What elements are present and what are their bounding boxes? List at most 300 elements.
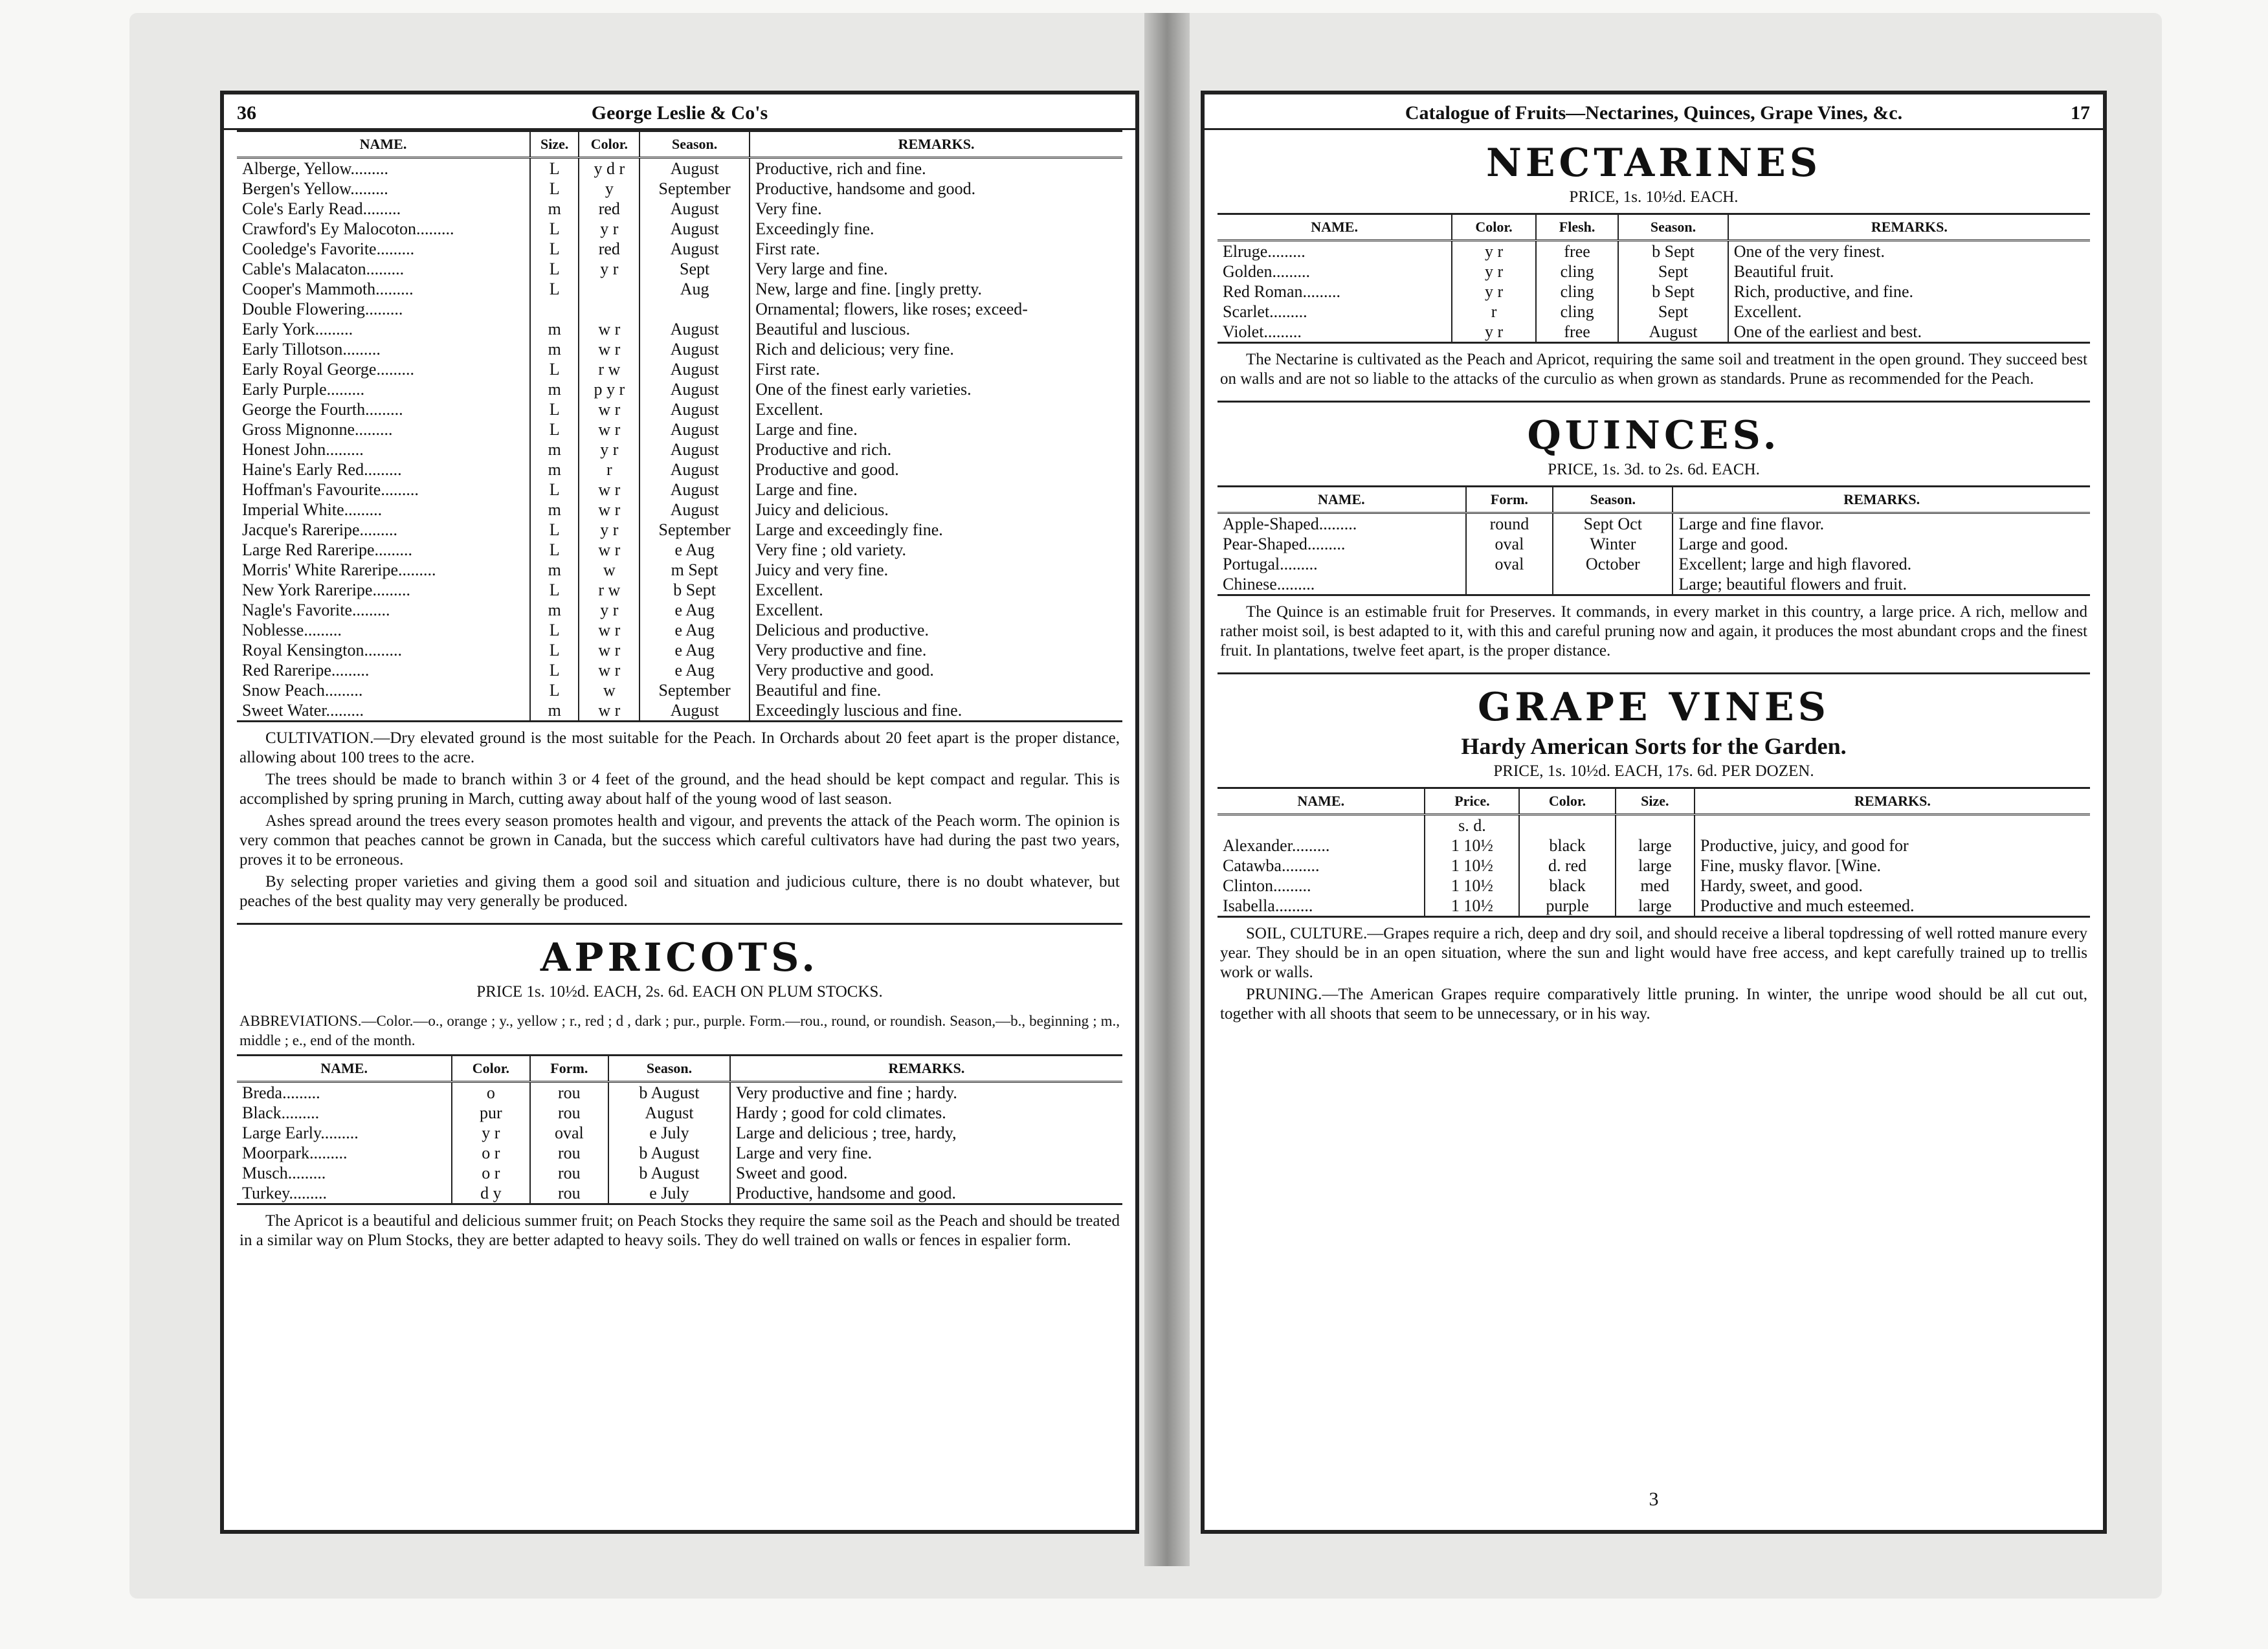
table-row	[1217, 322, 2090, 342]
grape-header-2: Color.	[1519, 789, 1615, 815]
quince-cell: October	[1553, 554, 1673, 574]
peach-cell: Very fine ; old variety.	[755, 540, 907, 559]
peach-cell: w r	[579, 339, 639, 359]
peach-cell: Exceedingly luscious and fine.	[755, 701, 962, 720]
table-row	[237, 580, 1122, 600]
apricot-cell: Large Early.........	[237, 1123, 452, 1143]
peach-cell: Very productive and fine.	[755, 641, 927, 659]
apricot-cell: Large and delicious ; tree, hardy,	[735, 1123, 957, 1142]
peach-cell: Early Royal George.........	[237, 359, 530, 379]
peach-cell: r w	[579, 359, 639, 379]
peach-cell: Double Flowering.........	[237, 299, 530, 319]
peach-cell: w r	[579, 399, 639, 419]
peach-cell: Productive and rich.	[755, 440, 892, 459]
apricot-cell: b August	[608, 1082, 730, 1103]
peach-cell: r	[579, 459, 639, 480]
grape-cell: 1 10½	[1425, 876, 1519, 896]
apricot-cell: Turkey.........	[237, 1183, 452, 1203]
apricots-price: PRICE 1s. 10½d. EACH, 2s. 6d. EACH ON PLUM STOCKS.	[476, 983, 883, 1001]
nectarine-header-0: NAME.	[1217, 215, 1452, 241]
grape-header-4: REMARKS.	[1695, 789, 2090, 815]
apricots-abbreviations: ABBREVIATIONS.—Color.—o., orange ; y., yellow ; r., red ; d , dark ; pur., purple. Form.—rou., round, or roundish. Season,—b., beginning ; m., middle ; e., end of the month.	[239, 1013, 1120, 1048]
quince-cell: Winter	[1553, 534, 1673, 554]
apricot-cell: rou	[530, 1082, 609, 1103]
nectarine-header-1: Color.	[1452, 215, 1536, 241]
peach-cell: Nagle's Favorite.........	[237, 600, 530, 620]
quince-cell: Large and good.	[1678, 535, 1788, 553]
nectarine-cell: y r	[1452, 322, 1536, 342]
table-row	[237, 459, 1122, 480]
peach-paragraph: By selecting proper varieties and giving them a good soil and situation and judicious culture, there is no doubt whatever, but peaches of the best quality may very generally be produced.	[239, 873, 1120, 910]
peach-cell	[639, 299, 750, 319]
quince-header-1: Form.	[1466, 487, 1553, 513]
peach-cell: Delicious and productive.	[755, 621, 929, 639]
table-row	[1217, 302, 2090, 322]
apricot-cell: d y	[452, 1183, 529, 1203]
table-row	[237, 439, 1122, 459]
nectarine-header-2: Flesh.	[1536, 215, 1618, 241]
apricots-paragraph: The Apricot is a beautiful and delicious summer fruit; on Peach Stocks they require the same soil as the Peach and should be treated in a similar way on Plum Stocks, they are better adapted to heavy soils. They do well trained on walls or fences in espalier form.	[239, 1212, 1120, 1249]
quince-cell	[1466, 574, 1553, 594]
peach-cell: w r	[579, 620, 639, 640]
peach-cell: L	[530, 399, 579, 419]
nectarine-header-3: Season.	[1618, 215, 1728, 241]
peach-cell: August	[639, 219, 750, 239]
peach-cell: m	[530, 339, 579, 359]
nectarine-cell: Scarlet.........	[1217, 302, 1452, 322]
peach-cell: August	[639, 399, 750, 419]
grape-cell: Isabella.........	[1217, 896, 1425, 916]
table-row	[237, 299, 1122, 319]
nectarine-cell: Beautiful fruit.	[1733, 262, 1834, 281]
peach-cell: August	[639, 439, 750, 459]
peach-cell: Snow Peach.........	[237, 680, 530, 700]
peach-cell: Productive, handsome and good.	[755, 179, 976, 198]
nectarine-cell: One of the earliest and best.	[1733, 322, 1922, 341]
peach-cell: Productive and good.	[755, 460, 899, 479]
peach-cell: September	[639, 680, 750, 700]
grape-paragraph: PRUNING.—The American Grapes require comparatively little pruning. In winter, the unripe wood should be all cut out, together with all shoots that seem to be unnecessary, or in his way.	[1220, 986, 2087, 1023]
peach-cell: m	[530, 379, 579, 399]
peach-cell: w r	[579, 660, 639, 680]
peach-cell: Large and exceedingly fine.	[755, 520, 943, 539]
peach-cell: L	[530, 680, 579, 700]
nectarine-header-4: REMARKS.	[1728, 215, 2090, 241]
peach-cell: Cooledge's Favorite.........	[237, 239, 530, 259]
grape-cell: 1 10½	[1425, 856, 1519, 876]
peach-cell: Exceedingly fine.	[755, 219, 874, 238]
table-row	[237, 1123, 1122, 1143]
peach-cell: First rate.	[755, 360, 820, 379]
grape-vines-culture-text	[1205, 918, 2103, 1030]
book-spine	[1144, 13, 1190, 1566]
apricot-cell: Musch.........	[237, 1163, 452, 1183]
nectarine-cell: cling	[1536, 282, 1618, 302]
table-row	[237, 179, 1122, 199]
nectarine-cell: Red Roman.........	[1217, 282, 1452, 302]
peach-cell: L	[530, 259, 579, 279]
grape-cell: purple	[1519, 896, 1615, 916]
grape-cell: 1 10½	[1425, 896, 1519, 916]
table-row	[237, 540, 1122, 560]
peach-cell: August	[639, 500, 750, 520]
peach-cell: y r	[579, 439, 639, 459]
peach-cell: L	[530, 239, 579, 259]
peach-cell: w r	[579, 319, 639, 339]
apricot-cell: e July	[608, 1123, 730, 1143]
table-row	[237, 1143, 1122, 1163]
table-row	[1217, 856, 2090, 876]
peach-cell: L	[530, 660, 579, 680]
nectarine-cell: y r	[1452, 261, 1536, 282]
peach-cell: Gross Mignonne.........	[237, 419, 530, 439]
peach-cell: August	[639, 480, 750, 500]
apricot-cell: Moorpark.........	[237, 1143, 452, 1163]
peach-cell	[579, 299, 639, 319]
peach-cell: w	[579, 680, 639, 700]
peach-cell: August	[639, 319, 750, 339]
peach-cell: Juicy and very fine.	[755, 560, 889, 579]
peach-cell: Aug	[639, 279, 750, 299]
peach-cell: Sept	[639, 259, 750, 279]
grape-cell: Clinton.........	[1217, 876, 1425, 896]
section-divider	[237, 923, 1122, 925]
peach-cell: e Aug	[639, 600, 750, 620]
peach-cell: Productive, rich and fine.	[755, 159, 926, 178]
peach-cell: Honest John.........	[237, 439, 530, 459]
peach-table	[237, 130, 1122, 722]
peach-cell: m	[530, 700, 579, 720]
nectarine-cell: cling	[1536, 302, 1618, 322]
peach-cell: Beautiful and luscious.	[755, 320, 911, 338]
table-row	[237, 660, 1122, 680]
peach-cell: red	[579, 199, 639, 219]
peach-cell: m	[530, 500, 579, 520]
table-row	[237, 1183, 1122, 1203]
peach-cell: August	[639, 199, 750, 219]
apricot-cell: o r	[452, 1163, 529, 1183]
peach-cell: Morris' White Rareripe.........	[237, 560, 530, 580]
apricot-cell: Breda.........	[237, 1082, 452, 1103]
quinces-paragraph: The Quince is an estimable fruit for Preserves. It commands, in every market in this country, a large price. A rich, mellow and rather moist soil, is best adapted to it, with this and careful pruning now and again, it produces the most abundant crops and the finest fruit. In plantations, twelve feet apart, is the proper distance.	[1220, 603, 2087, 659]
right-running-head	[1205, 94, 2103, 130]
table-row	[237, 219, 1122, 239]
peach-cell: Ornamental; flowers, like roses; exceed-	[755, 300, 1028, 318]
peach-cell: Haine's Early Red.........	[237, 459, 530, 480]
peach-cell: y d r	[579, 158, 639, 179]
nectarine-cell: y r	[1452, 282, 1536, 302]
grape-cell: Productive and much esteemed.	[1700, 896, 1915, 915]
peach-header-2: Color.	[579, 132, 639, 158]
table-row	[237, 500, 1122, 520]
grape-cell: large	[1616, 856, 1695, 876]
apricot-cell: rou	[530, 1183, 609, 1203]
peach-cell: Sweet Water.........	[237, 700, 530, 720]
table-row	[237, 319, 1122, 339]
nectarine-cell: r	[1452, 302, 1536, 322]
peach-cell: Noblesse.........	[237, 620, 530, 640]
peach-cell: Large Red Rareripe.........	[237, 540, 530, 560]
grape-cell: large	[1616, 836, 1695, 856]
left-running-head	[224, 94, 1135, 130]
peach-cell: August	[639, 379, 750, 399]
peach-cell: Red Rareripe.........	[237, 660, 530, 680]
grape-cell: large	[1616, 896, 1695, 916]
peach-cell	[579, 279, 639, 299]
nectarine-cell: Rich, productive, and fine.	[1733, 282, 1914, 301]
table-row	[237, 419, 1122, 439]
apricot-cell: pur	[452, 1103, 529, 1123]
table-row	[1217, 836, 2090, 856]
peach-cell: Excellent.	[755, 400, 823, 419]
peach-cell: September	[639, 520, 750, 540]
table-row	[237, 480, 1122, 500]
quince-cell: oval	[1466, 534, 1553, 554]
peach-cell: y r	[579, 520, 639, 540]
nectarines-heading: NECTARINES	[1485, 140, 1822, 186]
quince-header-2: Season.	[1553, 487, 1673, 513]
grape-vines-subheading: Hardy American Sorts for the Garden.	[1461, 733, 1847, 759]
nectarine-cell: b Sept	[1618, 241, 1728, 262]
grape-header-1: Price.	[1425, 789, 1519, 815]
peach-cell: m	[530, 560, 579, 580]
grape-vines-heading: GRAPE VINES	[1478, 685, 1830, 730]
peach-paragraph: Ashes spread around the trees every season promotes health and vigour, and prevents the attack of the Peach worm. The opinion is very common that peaches cannot be grown in Canada, but the success which careful cultivators have had during the past two years, proves it to be erroneous.	[239, 812, 1120, 869]
nectarine-cell: August	[1618, 322, 1728, 342]
quince-header-0: NAME.	[1217, 487, 1466, 513]
peach-cell: One of the finest early varieties.	[755, 380, 972, 399]
table-row	[1217, 513, 2090, 535]
peach-cell: m	[530, 439, 579, 459]
peach-cell: August	[639, 339, 750, 359]
peach-cell: Very productive and good.	[755, 661, 934, 680]
peach-cell: b Sept	[639, 580, 750, 600]
peach-cell: L	[530, 520, 579, 540]
apricot-cell: e July	[608, 1183, 730, 1203]
nectarine-cell: free	[1536, 322, 1618, 342]
quinces-price: PRICE, 1s. 3d. to 2s. 6d. EACH.	[1548, 461, 1760, 478]
quince-cell: Portugal.........	[1217, 554, 1466, 574]
grape-paragraph: SOIL, CULTURE.—Grapes require a rich, deep and dry soil, and should receive a liberal topdressing of well rotted manure every year. They should be in an open situation, where the sun and light would have free access, and kept carefully trained up to trellis work or walls.	[1220, 925, 2087, 981]
peach-cell: Hoffman's Favourite.........	[237, 480, 530, 500]
apricot-cell: Large and very fine.	[735, 1144, 873, 1162]
peach-cell: w r	[579, 500, 639, 520]
peach-cell: m	[530, 459, 579, 480]
nectarines-paragraph: The Nectarine is cultivated as the Peach and Apricot, requiring the same soil and treatment in the open ground. They succeed best on walls and are not so liable to the attacks of the curculio as when grown as standards. Prune as recommended for the Peach.	[1220, 351, 2087, 388]
grape-vines-table	[1217, 787, 2090, 918]
table-row	[1217, 574, 2090, 594]
peach-cell: w r	[579, 480, 639, 500]
peach-cell: L	[530, 279, 579, 299]
peach-cell: L	[530, 158, 579, 179]
table-row	[237, 339, 1122, 359]
left-running-head-text: George Leslie & Co's	[591, 102, 768, 124]
peach-header-3: Season.	[639, 132, 750, 158]
grape-cell: Catawba.........	[1217, 856, 1425, 876]
peach-cell: Juicy and delicious.	[755, 500, 889, 519]
peach-cell: Excellent.	[755, 581, 823, 599]
peach-paragraph: CULTIVATION.—Dry elevated ground is the most suitable for the Peach. In Orchards about 20 feet apart is the proper distance, allowing about 100 trees to the acre.	[239, 729, 1120, 766]
peach-cell: m	[530, 600, 579, 620]
apricot-cell: b August	[608, 1143, 730, 1163]
quinces-heading: QUINCES.	[1527, 413, 1781, 458]
nectarine-cell: Violet.........	[1217, 322, 1452, 342]
grape-header-0: NAME.	[1217, 789, 1425, 815]
apricot-header-0: NAME.	[237, 1056, 452, 1082]
apricot-header-3: Season.	[608, 1056, 730, 1082]
peach-cell: L	[530, 640, 579, 660]
table-row	[237, 379, 1122, 399]
quince-cell: Large and fine flavor.	[1678, 515, 1825, 533]
peach-cell: Early Purple.........	[237, 379, 530, 399]
grape-cell: 1 10½	[1425, 836, 1519, 856]
table-row	[237, 700, 1122, 720]
peach-cell: Very large and fine.	[755, 260, 888, 278]
peach-cell: Rich and delicious; very fine.	[755, 340, 954, 359]
quince-cell: Chinese.........	[1217, 574, 1466, 594]
peach-cell: e Aug	[639, 640, 750, 660]
table-row	[1217, 261, 2090, 282]
apricot-cell: August	[608, 1103, 730, 1123]
apricot-header-4: REMARKS.	[730, 1056, 1122, 1082]
peach-cell: August	[639, 158, 750, 179]
peach-cell: Early York.........	[237, 319, 530, 339]
grape-cell: black	[1519, 876, 1615, 896]
apricot-cell: rou	[530, 1103, 609, 1123]
peach-cell: George the Fourth.........	[237, 399, 530, 419]
peach-cell: August	[639, 419, 750, 439]
peach-cell: L	[530, 219, 579, 239]
peach-cell: August	[639, 359, 750, 379]
right-running-head-text: Catalogue of Fruits—Nectarines, Quinces, Grape Vines, &c.	[1405, 102, 1903, 124]
peach-cell: Large and fine.	[755, 480, 858, 499]
peach-cell: Excellent.	[755, 601, 823, 619]
grape-cell: med	[1616, 876, 1695, 896]
peach-cell: L	[530, 620, 579, 640]
peach-cell: Beautiful and fine.	[755, 681, 882, 700]
peach-cell: Cable's Malacaton.........	[237, 259, 530, 279]
section-divider	[1217, 672, 2090, 674]
peach-cell: e Aug	[639, 620, 750, 640]
peach-header-0: NAME.	[237, 132, 530, 158]
quince-cell: Excellent; large and high flavored.	[1678, 555, 1912, 573]
peach-cell: September	[639, 179, 750, 199]
peach-cell: y r	[579, 259, 639, 279]
peach-cell: Bergen's Yellow.........	[237, 179, 530, 199]
apricot-header-2: Form.	[530, 1056, 609, 1082]
peach-cell: m	[530, 199, 579, 219]
peach-cell: L	[530, 359, 579, 379]
table-row	[1217, 896, 2090, 916]
right-page	[1201, 91, 2107, 1534]
apricot-cell: o	[452, 1082, 529, 1103]
peach-cell: Large and fine.	[755, 420, 858, 439]
peach-cell: August	[639, 459, 750, 480]
peach-header-1: Size.	[530, 132, 579, 158]
peach-cell: w r	[579, 640, 639, 660]
peach-cell: L	[530, 419, 579, 439]
grape-header-3: Size.	[1616, 789, 1695, 815]
table-row	[237, 1163, 1122, 1183]
peach-cell: m	[530, 319, 579, 339]
table-row	[237, 640, 1122, 660]
table-row	[237, 680, 1122, 700]
table-row	[237, 620, 1122, 640]
table-row	[237, 239, 1122, 259]
peach-cell: e Aug	[639, 540, 750, 560]
apricot-cell: Very productive and fine ; hardy.	[735, 1083, 957, 1102]
table-row	[1217, 282, 2090, 302]
nectarine-cell: Sept	[1618, 302, 1728, 322]
nectarine-cell: free	[1536, 241, 1618, 262]
apricot-cell: oval	[530, 1123, 609, 1143]
nectarine-cell: Excellent.	[1733, 302, 1802, 321]
nectarine-cell: Elruge.........	[1217, 241, 1452, 262]
quinces-table	[1217, 485, 2090, 596]
peach-cell: w r	[579, 540, 639, 560]
table-row	[1217, 554, 2090, 574]
peach-cell: New York Rareripe.........	[237, 580, 530, 600]
grape-cell: Alexander.........	[1217, 836, 1425, 856]
peach-cell: August	[639, 700, 750, 720]
nectarine-cell: cling	[1536, 261, 1618, 282]
peach-cell: p y r	[579, 379, 639, 399]
peach-cell: L	[530, 540, 579, 560]
table-row	[237, 158, 1122, 179]
nectarines-price: PRICE, 1s. 10½d. EACH.	[1569, 188, 1739, 206]
quince-cell: Sept Oct	[1553, 513, 1673, 535]
apricot-header-1: Color.	[452, 1056, 529, 1082]
peach-cell: Cole's Early Read.........	[237, 199, 530, 219]
table-row	[237, 1082, 1122, 1103]
peach-cell: L	[530, 580, 579, 600]
apricot-cell: rou	[530, 1143, 609, 1163]
peach-cell: m Sept	[639, 560, 750, 580]
peach-cell: Jacque's Rareripe.........	[237, 520, 530, 540]
table-row	[237, 259, 1122, 279]
peach-cell: red	[579, 239, 639, 259]
peach-cell: y	[579, 179, 639, 199]
nectarine-cell: Sept	[1618, 261, 1728, 282]
peach-cell: e Aug	[639, 660, 750, 680]
peach-paragraph: The trees should be made to branch within 3 or 4 feet of the ground, and the head should be kept compact and regular. This is accomplished by spring pruning in March, cutting away about half of the young wood of last season.	[239, 771, 1120, 808]
peach-cell: Alberge, Yellow.........	[237, 158, 530, 179]
peach-cell: y r	[579, 600, 639, 620]
apricot-cell: rou	[530, 1163, 609, 1183]
table-row	[1217, 534, 2090, 554]
quince-header-3: REMARKS.	[1673, 487, 2090, 513]
table-row	[1217, 876, 2090, 896]
peach-cell: w	[579, 560, 639, 580]
peach-header-4: REMARKS.	[750, 132, 1122, 158]
quince-cell: Pear-Shaped.........	[1217, 534, 1466, 554]
peach-cell: w r	[579, 419, 639, 439]
grape-vines-price: PRICE, 1s. 10½d. EACH, 17s. 6d. PER DOZEN.	[1493, 762, 1814, 780]
peach-cell: Crawford's Ey Malocoton.........	[237, 219, 530, 239]
price-units: s. d.	[1425, 815, 1519, 836]
apricot-cell: Productive, handsome and good.	[735, 1184, 956, 1202]
nectarine-cell: y r	[1452, 241, 1536, 262]
peach-cell: Imperial White.........	[237, 500, 530, 520]
left-page-number: 36	[237, 102, 256, 124]
apricot-cell: b August	[608, 1163, 730, 1183]
peach-cell: Very fine.	[755, 199, 822, 218]
apricot-cell: Black.........	[237, 1103, 452, 1123]
peach-cell: Royal Kensington.........	[237, 640, 530, 660]
table-row	[237, 560, 1122, 580]
right-page-number: 17	[2071, 102, 2090, 124]
grape-cell: black	[1519, 836, 1615, 856]
